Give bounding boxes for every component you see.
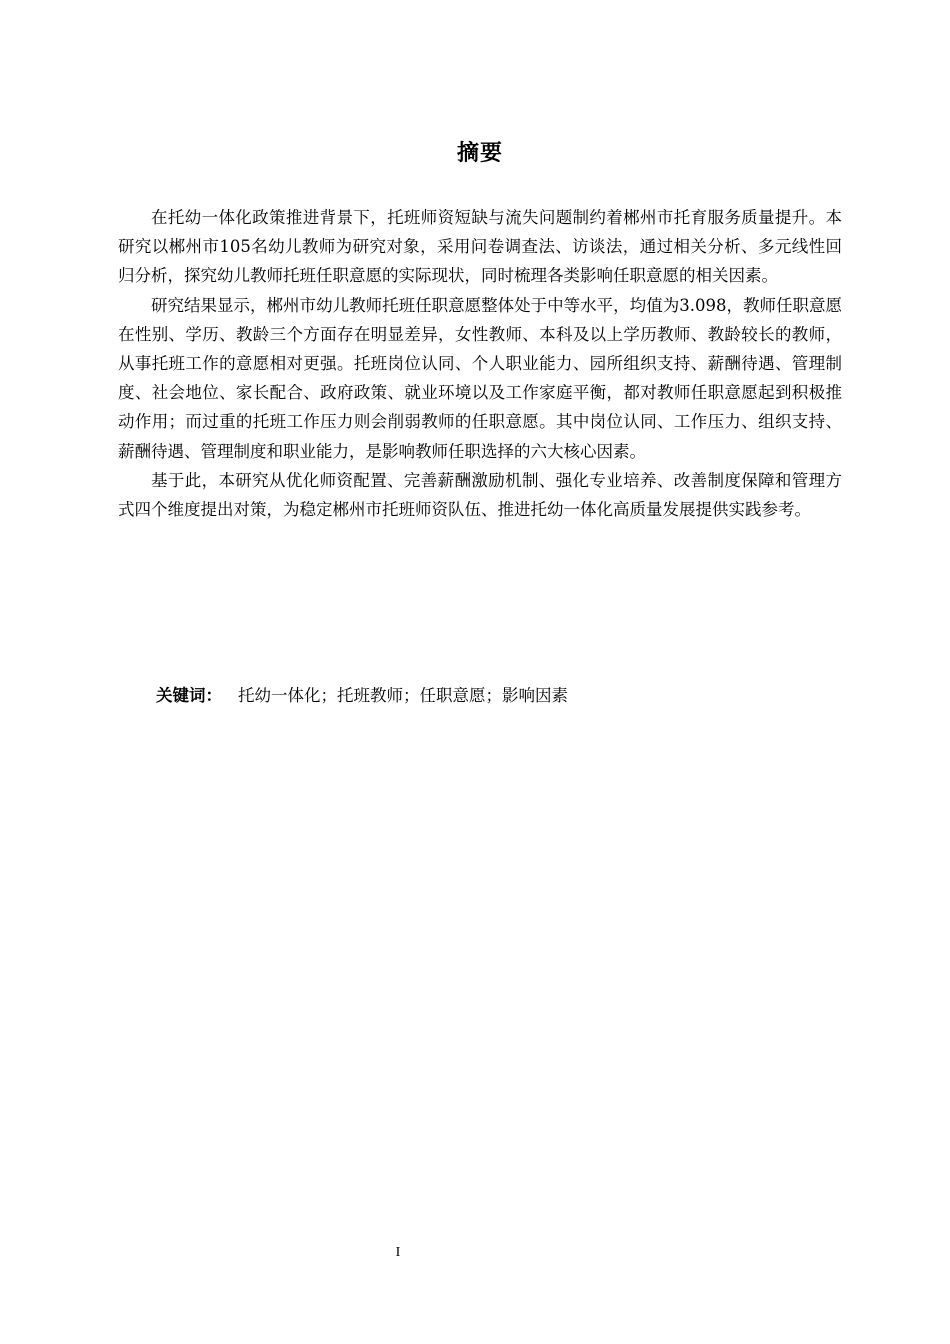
- abstract-paragraph-3: 基于此，本研究从优化师资配置、完善薪酬激励机制、强化专业培养、改善制度保障和管理方式四个维度提出对策，为稳定郴州市托班师资队伍、推进托幼一体化高质量发展提供实践参考。: [118, 470, 842, 520]
- abstract-body: [118, 203, 842, 524]
- keywords-label: 关键词：: [156, 686, 222, 705]
- abstract-paragraph-1: 在托幼一体化政策推进背景下，托班师资短缺与流失问题制约着郴州市托育服务质量提升。本研究以郴州市105名幼儿教师为研究对象，采用问卷调查法、访谈法，通过相关分析、多元线性回归分析，探究幼儿教师托班任职意愿的实际现状，同时梳理各类影响任职意愿的相关因素。: [118, 208, 842, 286]
- keywords-line: [156, 681, 568, 710]
- keywords-text: 托幼一体化；托班教师；任职意愿；影响因素: [238, 686, 568, 705]
- abstract-paragraph-2: 研究结果显示，郴州市幼儿教师托班任职意愿整体处于中等水平，均值为3.098，教师任职意愿在性别、学历、教龄三个方面存在明显差异，女性教师、本科及以上学历教师、教龄较长的教师，从事托班工作的意愿相对更强。托班岗位认同、个人职业能力、园所组织支持、薪酬待遇、管理制度、社会地位、家长配合、政府政策、就业环境以及工作家庭平衡，都对教师任职意愿起到积极推动作用；而过重的托班工作压力则会削弱教师的任职意愿。其中岗位认同、工作压力、组织支持、薪酬待遇、管理制度和职业能力，是影响教师任职选择的六大核心因素。: [118, 295, 842, 461]
- page-number: I: [395, 1245, 401, 1260]
- page-title: 摘要: [456, 141, 503, 166]
